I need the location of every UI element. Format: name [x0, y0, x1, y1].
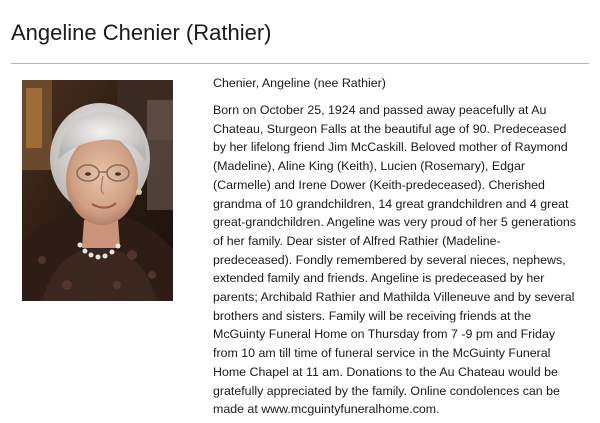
obituary-line: (Madeline), Aline King (Keith), Lucien (Rosemary), Edgar [213, 159, 525, 174]
obituary-line: parents; Archibald Rathier and Mathilda Villeneuve and by several [213, 290, 575, 305]
obituary-line: from 10 am till time of funeral service in the McGuinty Funeral [213, 346, 551, 361]
obituary-line: Born on October 25, 1924 and passed away peacefully at Au [213, 103, 547, 117]
obituary-line: (Carmelle) and Irene Dower (Keith-predeceased). Cherished [213, 177, 545, 192]
obituary-line: extended family and friends. Angeline is predeceased by her [213, 271, 545, 286]
obituary-line: Home Chapel at 11 am. Donations to the Au Chateau would be [213, 364, 558, 379]
obituary-line: McGuinty Funeral Home on Thursday from 7 -9 pm and Friday [213, 327, 556, 342]
obituary-line: by her lifelong friend Jim McCaskill. Beloved mother of Raymond [213, 140, 568, 155]
obituary-line: great-grandchildren. Angeline was very proud of her 5 generations [213, 215, 576, 230]
obituary-line: gratefully appreciated by the family. Online condolences can be [213, 383, 560, 398]
obituary-line: predeceased). Fondly remembered by several nieces, nephews, [213, 252, 566, 267]
obituary-line: of her family. Dear sister of Alfred Rathier (Madeline- [213, 233, 501, 248]
obituary-line: brothers and sisters. Family will be receiving friends at the [213, 308, 532, 323]
page-title: Angeline Chenier (Rathier) [11, 20, 272, 45]
obituary-text [213, 101, 598, 419]
deceased-name-line: Chenier, Angeline (nee Rathier) [213, 76, 386, 90]
obituary-line: Chateau, Sturgeon Falls at the beautiful age of 90. Predeceased [213, 121, 567, 136]
portrait-photo [22, 80, 173, 301]
title-divider [11, 63, 589, 64]
obituary-line: grandma of 10 grandchildren, 14 great grandchildren and 4 great [213, 196, 569, 211]
obituary-line: made at www.mcguintyfuneralhome.com. [213, 402, 440, 417]
